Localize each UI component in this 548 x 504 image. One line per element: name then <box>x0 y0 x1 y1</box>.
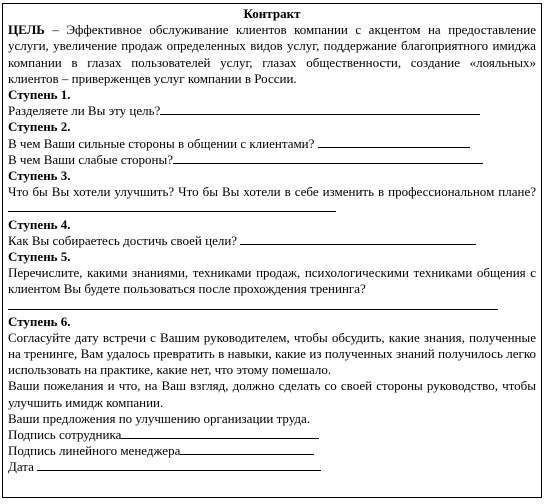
step-2-question-1: В чем Ваши сильные стороны в общении с клиентами? <box>8 136 536 152</box>
date-field[interactable] <box>37 459 321 471</box>
step-2-heading: Ступень 2. <box>8 119 71 135</box>
contract-document <box>2 3 542 498</box>
answer-line[interactable] <box>173 152 483 164</box>
step-1-heading: Ступень 1. <box>8 87 71 103</box>
answer-line[interactable] <box>240 233 476 245</box>
step-2-question-2: В чем Ваши слабые стороны? <box>8 152 536 168</box>
step-4-question: Как Вы собираетесь достичь своей цели? <box>8 233 536 249</box>
employee-signature-line: Подпись сотрудника <box>8 427 536 443</box>
step-6-paragraph-1: Согласуйте дату встречи с Вашим руководителем, чтобы обсудить, какие знания, полученные на тренинге, Вам удалось превратить в навыки, какие из полученных знаний получилось легко использовать на практике, какие нет, что этому помешало. <box>8 329 536 378</box>
step-5-question: Перечислите, какими знаниями, техниками продаж, психологическими техниками общения с клиентом Вы будете пользоваться после прохождения тренинга? <box>8 265 536 297</box>
goal-text: – Эффективное обслуживание клиентов компании с акцентом на предоставление услуги, увеличение продаж определенных видов услуг, поддержание благоприятного имиджа компании в глазах пользователей услуг, глазах общественности, создание «лояльных» клиентов – приверженцев услуг компании в России. <box>8 22 536 86</box>
manager-signature-line: Подпись линейного менеджера <box>8 443 536 459</box>
step-5-heading: Ступень 5. <box>8 249 71 265</box>
step-3-question: Что бы Вы хотели улучшить? Что бы Вы хотели в себе изменить в профессиональном плане? <box>8 184 536 216</box>
date-line: Дата <box>8 459 536 475</box>
signature-field[interactable] <box>180 443 314 455</box>
step-6-paragraph-3: Ваши предложения по улучшению организации труда. <box>8 410 311 426</box>
answer-line[interactable] <box>318 136 470 148</box>
step-1-question: Разделяете ли Вы эту цель? <box>8 103 536 119</box>
signature-field[interactable] <box>121 427 319 439</box>
step-6-heading: Ступень 6. <box>8 313 71 329</box>
step-4-heading: Ступень 4. <box>8 216 71 232</box>
step-3-heading: Ступень 3. <box>8 168 71 184</box>
goal-paragraph <box>8 22 536 87</box>
answer-line[interactable] <box>8 200 336 212</box>
document-title: Контракт <box>243 6 301 21</box>
answer-line[interactable] <box>160 103 480 115</box>
answer-line[interactable] <box>8 298 498 310</box>
goal-label: ЦЕЛЬ <box>8 22 45 38</box>
step-6-paragraph-2: Ваши пожелания и что, на Ваш взгляд, должно сделать со своей стороны руководство, чтобы улучшить имидж компании. <box>8 378 536 410</box>
